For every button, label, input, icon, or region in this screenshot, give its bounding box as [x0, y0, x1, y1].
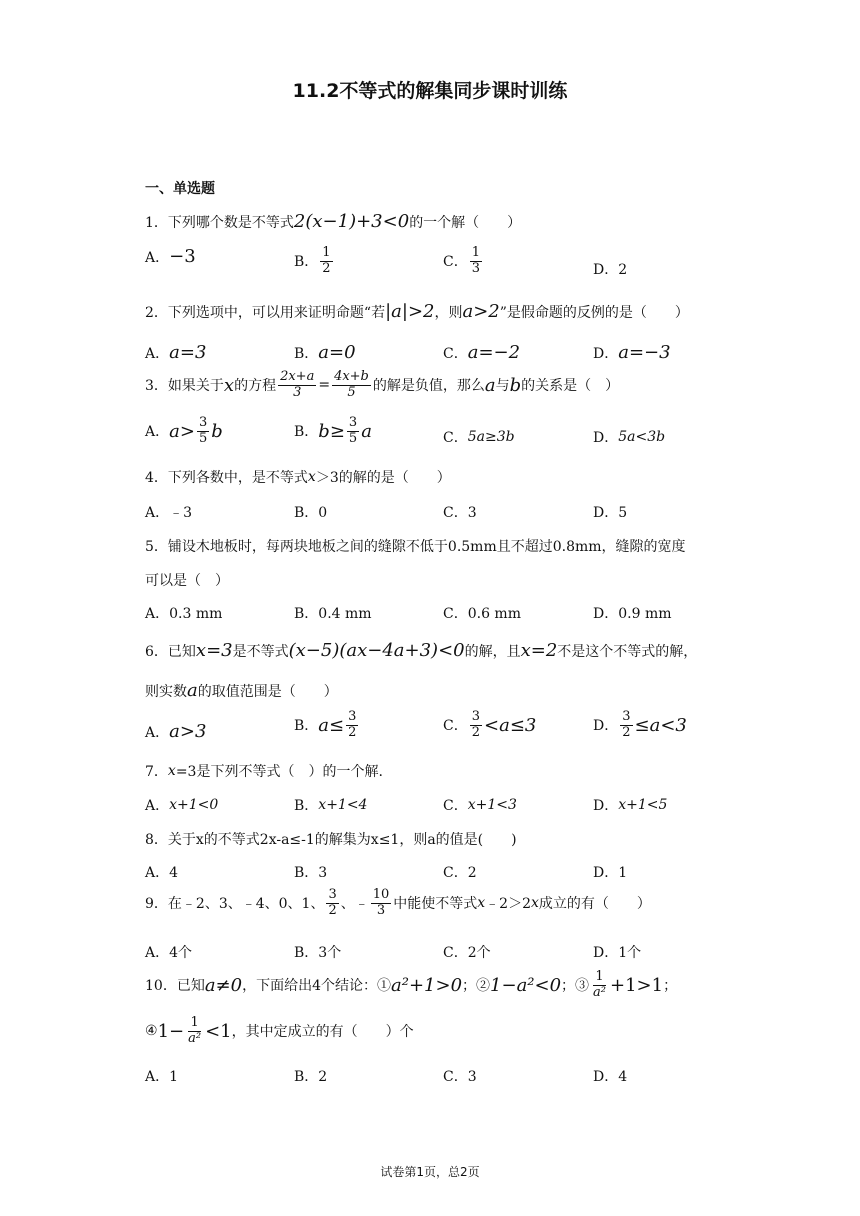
q1-option-b[interactable]: B． $\frac{1}{2}$ [294, 245, 331, 276]
question-2: 2．下列选项中，可以用来证明命题“若 |a|>2 ，则 a>2 ”是假命题的反例的是（ ） [145, 301, 689, 322]
q6-option-a[interactable]: A． a>3 [145, 721, 207, 742]
q2-option-c[interactable]: C． a=−2 [443, 342, 521, 363]
q7-option-b[interactable]: B． x+1<4 [294, 797, 368, 814]
q6-option-b[interactable]: B． a≤ $\frac{3}{2}$ [294, 709, 357, 740]
question-5-line-2: 可以是（ ） [145, 573, 229, 589]
q1-expression: 2(x−1)+3<0 [293, 211, 410, 232]
q7-option-a[interactable]: A． x+1<0 [145, 797, 219, 814]
q2-option-a[interactable]: A． a=3 [145, 342, 207, 363]
q3-option-d[interactable]: D． 5a<3b [593, 429, 666, 446]
question-6-line-1: 6．已知 x=3 是不等式 (x−5)(ax−4a+3)<0 的解，且 x=2 不是这个不等式的解， [145, 640, 698, 661]
q1-option-c[interactable]: C． $\frac{1}{3}$ [443, 245, 480, 276]
q3-option-c[interactable]: C． 5a≥3b [443, 429, 515, 446]
q8-option-b[interactable]: B．3 [294, 865, 328, 881]
question-1 [145, 211, 725, 232]
section-heading: 一、单选题 [145, 181, 215, 197]
q5-option-d[interactable]: D．0.9 mm [593, 606, 672, 622]
question-9: 9．在﹣2、3、﹣4、0、1、 $\frac{3}{2}$ 、﹣ $\frac{10}{3}$ 中能使不等式 x ﹣2＞2 x 成立的有（ ） [145, 887, 651, 918]
question-8: 8．关于x的不等式2x-a≤-1的解集为x≤1，则a的值是( ) [145, 832, 517, 848]
q4-option-a[interactable]: A．﹣3 [145, 505, 193, 521]
q10-option-c[interactable]: C．3 [443, 1069, 477, 1085]
question-5-line-1: 5．铺设木地板时，每两块地板之间的缝隙不低于0.5mm且不超过0.8mm，缝隙的宽度 [145, 539, 686, 555]
q8-option-c[interactable]: C．2 [443, 865, 477, 881]
q5-option-c[interactable]: C．0.6 mm [443, 606, 521, 622]
page-footer: 试卷第1页，总2页 [380, 1165, 480, 1179]
question-4: 4．下列各数中，是不等式 x ＞3的解的是（ ） [145, 469, 451, 486]
q1-option-a[interactable]: A． −3 [145, 246, 196, 267]
question-3: 3．如果关于 x 的方程 $\frac{2x+a}{3}$ = $\frac{4x+b}{5}$ 的解是负值，那么 a 与 b 的关系是（ ） [145, 369, 620, 400]
q10-option-a[interactable]: A．1 [145, 1069, 179, 1085]
q10-option-b[interactable]: B．2 [294, 1069, 328, 1085]
q6-option-c[interactable]: C． $\frac{3}{2}$ <a≤3 [443, 709, 537, 740]
q8-option-a[interactable]: A．4 [145, 865, 179, 881]
q2-option-b[interactable]: B． a=0 [294, 342, 356, 363]
question-7: 7． x =3是下列不等式（ ）的一个解. [145, 763, 383, 780]
q4-option-d[interactable]: D．5 [593, 505, 628, 521]
q3-option-b[interactable]: B． b≥ $\frac{3}{5}$ a [294, 415, 372, 446]
q6-option-d[interactable]: D． $\frac{3}{2}$ ≤a<3 [593, 709, 687, 740]
page-title: 11.2不等式的解集同步课时训练 [292, 80, 568, 102]
q4-option-c[interactable]: C．3 [443, 505, 477, 521]
q3-option-a[interactable]: A． a> $\frac{3}{5}$ b [145, 415, 223, 446]
q1-text-end: 的一个解（ ） [409, 214, 522, 231]
question-10-line-1: 10．已知 a≠0 ，下面给出4个结论：① a²+1>0 ；② 1−a²<0 ；③ $\frac{1}{\text{a²}}$ +1>1 ； [145, 969, 678, 1000]
question-6-line-2: 则实数 a 的取值范围是（ ） [145, 680, 338, 701]
q8-option-d[interactable]: D．1 [593, 865, 628, 881]
q5-option-b[interactable]: B．0.4 mm [294, 606, 372, 622]
q9-option-b[interactable]: B．3个 [294, 945, 342, 961]
q5-option-a[interactable]: A．0.3 mm [145, 606, 223, 622]
q1-text: 1．下列哪个数是不等式 [145, 214, 294, 231]
q9-option-c[interactable]: C．2个 [443, 945, 491, 961]
q9-option-d[interactable]: D．1个 [593, 945, 642, 961]
q4-option-b[interactable]: B．0 [294, 505, 328, 521]
q1-option-d[interactable]: D．2 [593, 262, 628, 278]
q9-option-a[interactable]: A．4个 [145, 945, 193, 961]
q10-option-d[interactable]: D．4 [593, 1069, 628, 1085]
q7-option-c[interactable]: C． x+1<3 [443, 797, 517, 814]
question-10-line-2: ④ 1− $\frac{1}{\text{a²}}$ <1 ，其中定成立的有（ ）个 [145, 1015, 414, 1046]
q7-option-d[interactable]: D． x+1<5 [593, 797, 668, 814]
q2-option-d[interactable]: D． a=−3 [593, 342, 671, 363]
